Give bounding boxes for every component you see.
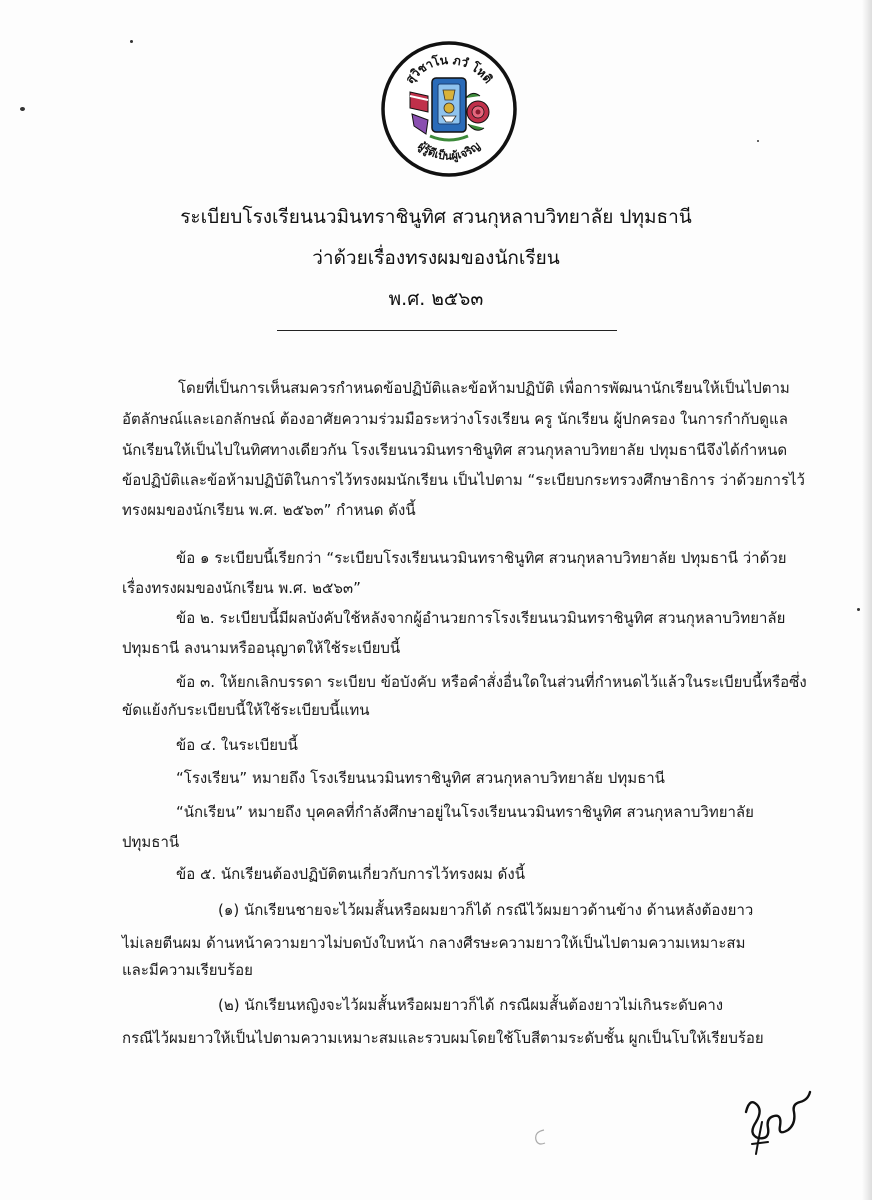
definition-student: “นักเรียน” หมายถึง บุคคลที่กำลังศึกษาอยู่ในโรงเรียนนวมินทราชินูทิศ สวนกุหลาบวิทยาลัย [176, 803, 754, 821]
scan-speck [857, 608, 860, 611]
seal-motto-bottom: ผู้รู้ดีเป็นผู้เจริญ [415, 139, 483, 163]
clause-5-item-2: กรณีไว้ผมยาวให้เป็นไปตามความเหมาะสมและรวบผมโดยใช้โบสีตามระดับชั้น ผูกเป็นโบให้เรียบร้อย [122, 1029, 764, 1047]
clause-2-line: ข้อ ๒. ระเบียบนี้มีผลบังคับใช้หลังจากผู้อำนวยการโรงเรียนนวมินทราชินูทิศ สวนกุหลาบวิทยาลัย [176, 609, 786, 627]
preamble-line: โดยที่เป็นการเห็นสมควรกำหนดข้อปฏิบัติและข้อห้ามปฏิบัติ เพื่อการพัฒนานักเรียนให้เป็นไปตาม [178, 379, 790, 397]
clause-3-line: ขัดแย้งกับระเบียบนี้ให้ใช้ระเบียบนี้แทน [122, 701, 370, 719]
preamble-line: ทรงผมของนักเรียน พ.ศ. ๒๕๖๓” กำหนด ดังนี้ [122, 501, 416, 519]
seal-motto-top: สุวิชาโน ภวํ โหติ [402, 52, 496, 87]
clause-2-line: ปทุมธานี ลงนามหรืออนุญาตให้ใช้ระเบียบนี้ [122, 639, 401, 657]
clause-5-item-1: และมีความเรียบร้อย [122, 961, 253, 979]
preamble-line: ข้อปฏิบัติและข้อห้ามปฏิบัติในการไว้ทรงผมนักเรียน เป็นไปตาม “ระเบียบกระทรวงศึกษาธิการ ว่าด้วยการไว้ [122, 471, 805, 489]
faint-mark [530, 1126, 550, 1148]
handwritten-signature [728, 1082, 818, 1162]
scan-speck [20, 107, 25, 111]
school-seal-logo [380, 40, 518, 178]
definition-student: ปทุมธานี [122, 833, 180, 851]
scan-speck [130, 40, 133, 43]
definition-school: “โรงเรียน” หมายถึง โรงเรียนนวมินทราชินูทิศ สวนกุหลาบวิทยาลัย ปทุมธานี [176, 769, 665, 787]
preamble-line: อัตลักษณ์และเอกลักษณ์ ต้องอาศัยความร่วมมือระหว่างโรงเรียน ครู นักเรียน ผู้ปกครอง ในการกำกับดูแล [122, 410, 788, 428]
page-edge-shadow [862, 0, 872, 1200]
clause-1-line: เรื่องทรงผมของนักเรียน พ.ศ. ๒๕๖๓” [122, 579, 361, 597]
clause-4-heading: ข้อ ๔. ในระเบียบนี้ [176, 736, 298, 754]
clause-5-item-1: (๑) นักเรียนชายจะไว้ผมสั้นหรือผมยาวก็ได้ กรณีไว้ผมยาวด้านข้าง ด้านหลังต้องยาว [218, 901, 754, 919]
scan-speck [757, 140, 759, 142]
clause-5-item-1: ไม่เลยตีนผม ด้านหน้าความยาวไม่บดบังใบหน้า กลางศีรษะความยาวให้เป็นไปตามความเหมาะสม [122, 934, 746, 952]
title-divider [277, 330, 617, 331]
document-year: พ.ศ. ๒๕๖๓ [388, 288, 484, 310]
clause-3-line: ข้อ ๓. ให้ยกเลิกบรรดา ระเบียบ ข้อบังคับ หรือคำสั่งอื่นใดในส่วนที่กำหนดไว้แล้วในระเบียบนี้หรือซึ่ง [176, 673, 807, 691]
preamble-line: นักเรียนให้เป็นไปในทิศทางเดียวกัน โรงเรียนนวมินทราชินูทิศ สวนกุหลาบวิทยาลัย ปทุมธานีจึงได้กำหนด [122, 441, 788, 459]
clause-5-item-2: (๒) นักเรียนหญิงจะไว้ผมสั้นหรือผมยาวก็ได้ กรณีผมสั้นต้องยาวไม่เกินระดับคาง [218, 996, 724, 1014]
clause-5-heading: ข้อ ๕. นักเรียนต้องปฏิบัติตนเกี่ยวกับการไว้ทรงผม ดังนี้ [176, 865, 525, 883]
document-subtitle: ว่าด้วยเรื่องทรงผมของนักเรียน [312, 247, 560, 269]
clause-1-line: ข้อ ๑ ระเบียบนี้เรียกว่า “ระเบียบโรงเรียนนวมินทราชินูทิศ สวนกุหลาบวิทยาลัย ปทุมธานี ว่าด้วย [176, 549, 787, 567]
document-title: ระเบียบโรงเรียนนวมินทราชินูทิศ สวนกุหลาบวิทยาลัย ปทุมธานี [180, 206, 692, 228]
